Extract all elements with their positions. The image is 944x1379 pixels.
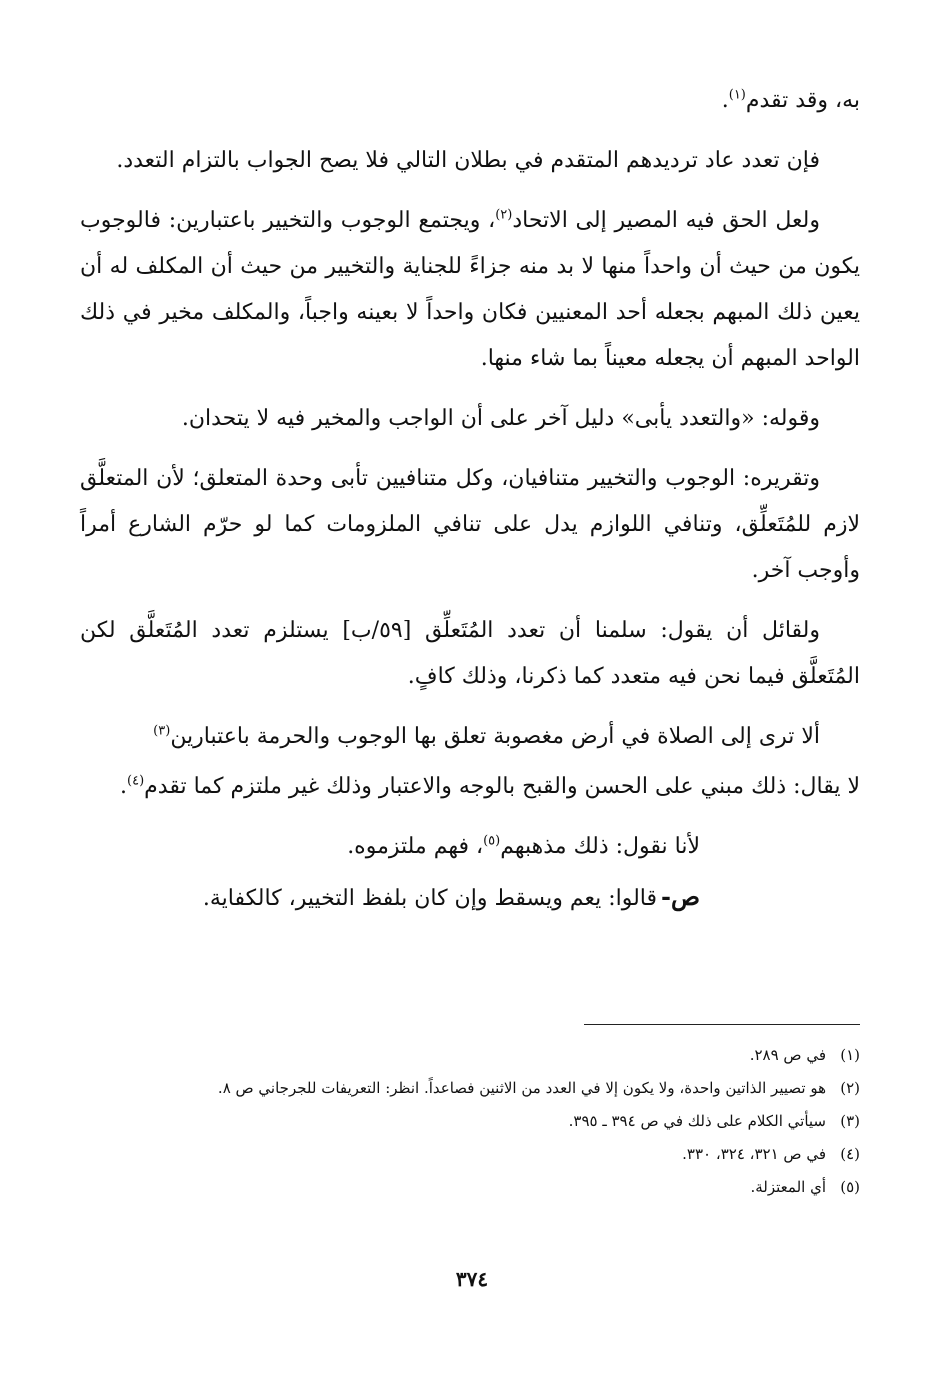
- footnote-3: [80, 1106, 860, 1137]
- footnote-number: (٢): [840, 1079, 860, 1097]
- footnote-ref-5[interactable]: (٥): [483, 833, 501, 849]
- footnote-ref-4[interactable]: (٤): [127, 773, 145, 789]
- footnote-ref-1[interactable]: (١): [728, 87, 746, 103]
- paragraph-text: لا يقال: ذلك مبني على الحسن والقبح بالوجه والاعتبار وذلك غير ملتزم كما تقدم: [144, 774, 860, 799]
- footnote-number: (٤): [840, 1145, 860, 1163]
- footnote-ref-3[interactable]: (٣): [153, 723, 171, 739]
- footnote-text: هو تصيير الذاتين واحدة، ولا يكون إلا في العدد من الاثنين فصاعداً. انظر: التعريفات للجرجاني ص ٨.: [217, 1079, 826, 1097]
- footnote-number: (٥): [840, 1178, 860, 1196]
- main-text: [80, 78, 860, 936]
- paragraph-continuation: [80, 78, 860, 124]
- footnote-separator: [584, 1024, 860, 1025]
- paragraph-taqriruhu: وتقريره: الوجوب والتخيير متنافيان، وكل متنافيين تأبى وحدة المتعلق؛ لأن المتعلَّق لازم للمُتَعلِّق، وتنافي اللوازم يدل على تنافي الملزومات كما لو حرّم الشارع أمراً وأوجب آخر.: [80, 466, 860, 583]
- footnote-text: أي المعتزلة.: [750, 1178, 826, 1196]
- footnote-text: سيأتي الكلام على ذلك في ص ٣٩٤ ـ ٣٩٥.: [568, 1112, 826, 1130]
- paragraph-qawluhu: وقوله: «والتعدد يأبى» دليل آخر على أن الواجب والمخير فيه لا يتحدان.: [181, 406, 820, 431]
- paragraph-text-end: .: [120, 774, 128, 799]
- footnote-4: [80, 1139, 860, 1170]
- paragraph-text: لأنا نقول: ذلك مذهبهم: [500, 834, 700, 859]
- footnote-1: [80, 1040, 860, 1071]
- paragraph-text-end: ، ويجتمع الوجوب والتخيير باعتبارين: فالوجوب يكون من حيث أن واحداً منها لا بد منه جزاءً للجناية والتخيير من حيث أن المكلف له أن يعين ذلك المبهم بجعله أحد المعنيين فكان واحداً لا بعينه واجباً، والمكلف مخير في ذلك الواحد المبهم أن يجعله معيناً بما شاء منها.: [80, 208, 860, 371]
- footnote-number: (٣): [840, 1112, 860, 1130]
- footnotes: [80, 1040, 860, 1205]
- paragraph-text: قالوا: يعم ويسقط وإن كان بلفظ التخيير، كالكفاية.: [202, 886, 658, 911]
- footnote-text: في ص ٣٢١، ٣٢٤، ٣٣٠.: [682, 1145, 826, 1163]
- paragraph-qail: ولقائل أن يقول: سلمنا أن تعدد المُتَعلِّق [٥٩/ب] يستلزم تعدد المُتَعلَّق لكن المُتَعلَّق فيما نحن فيه متعدد كما ذكرنا، وذلك كافٍ.: [80, 618, 860, 689]
- sad-marker: ص-: [661, 882, 700, 911]
- paragraph-text: ألا ترى إلى الصلاة في أرض مغصوبة تعلق بها الوجوب والحرمة باعتبارين: [170, 724, 820, 749]
- footnote-number: (١): [840, 1046, 860, 1064]
- paragraph-text: به، وقد تقدم: [745, 88, 860, 113]
- page-number: ٣٧٤: [455, 1267, 489, 1291]
- paragraph-tardid: فإن تعدد عاد ترديدهم المتقدم في بطلان التالي فلا يصح الجواب بالتزام التعدد.: [116, 148, 820, 173]
- paragraph-li-anna: [80, 824, 860, 870]
- paragraph-text-end: ، فهم ملتزموه.: [347, 834, 484, 859]
- footnote-ref-2[interactable]: (٢): [495, 207, 513, 223]
- paragraph-sala: [80, 714, 860, 760]
- footnote-2: [80, 1073, 860, 1104]
- footnote-5: [80, 1172, 860, 1203]
- paragraph-ittihad: [80, 198, 860, 382]
- footnote-text: في ص ٢٨٩.: [749, 1046, 826, 1064]
- paragraph-qalu: [80, 874, 860, 922]
- paragraph-la-yuqal: [80, 764, 860, 810]
- paragraph-text: ولعل الحق فيه المصير إلى الاتحاد: [512, 208, 820, 233]
- paragraph-text-end: .: [721, 88, 729, 113]
